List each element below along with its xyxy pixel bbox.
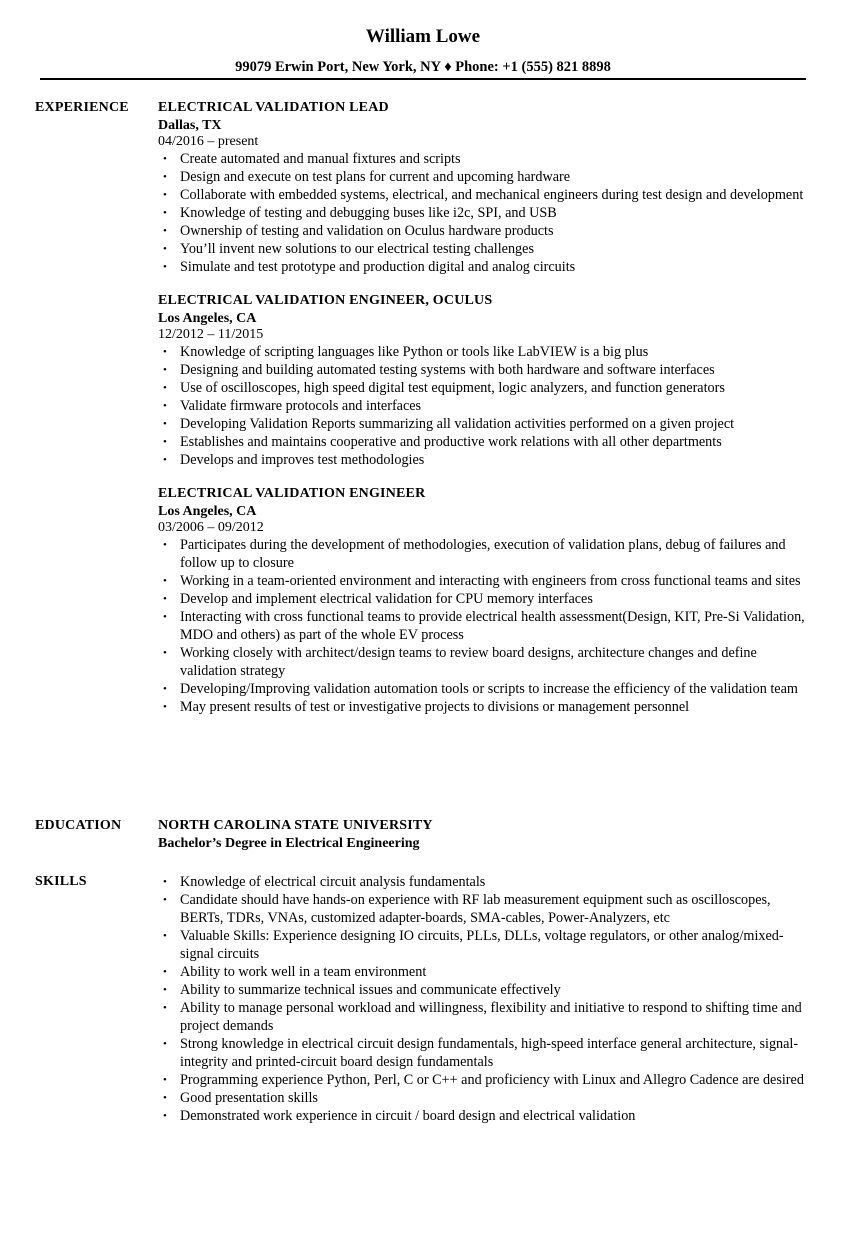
- skills-list: [158, 873, 808, 1125]
- bullet-icon: •: [163, 1092, 167, 1104]
- bullet-text: Participates during the development of methodologies, execution of validation plans, debug of failures and follow up to closure: [180, 537, 786, 571]
- bullet-icon: •: [163, 593, 167, 605]
- bullet-icon: •: [163, 171, 167, 183]
- bullet-item: [158, 536, 808, 572]
- bullet-item: [158, 361, 808, 379]
- job-bullets: [158, 343, 808, 469]
- bullet-item: [158, 258, 808, 276]
- skill-item: [158, 1089, 808, 1107]
- skill-item: [158, 981, 808, 999]
- bullet-icon: •: [163, 1038, 167, 1050]
- bullet-text: Collaborate with embedded systems, electrical, and mechanical engineers during test design and development: [180, 187, 804, 203]
- job-location: Los Angeles, CA: [158, 504, 257, 519]
- experience-jobs: [158, 99, 808, 732]
- bullet-icon: •: [163, 261, 167, 273]
- job-dates: 03/2006 – 09/2012: [158, 520, 264, 535]
- skill-item: [158, 1035, 808, 1071]
- bullet-text: Validate firmware protocols and interfaces: [180, 398, 422, 414]
- skill-text: Strong knowledge in electrical circuit design fundamentals, high-speed interface general architecture, signal-integrity and printed-circuit board design fundamentals: [180, 1036, 799, 1070]
- job-bullets: [158, 536, 808, 716]
- skill-item: [158, 873, 808, 891]
- bullet-text: Use of oscilloscopes, high speed digital test equipment, logic analyzers, and function generators: [180, 380, 725, 396]
- bullet-text: Developing Validation Reports summarizing all validation activities performed on a given project: [180, 416, 735, 432]
- bullet-item: [158, 204, 808, 222]
- skill-text: Ability to manage personal workload and willingness, flexibility and initiative to respond to shifting time and project demands: [180, 1000, 802, 1034]
- bullet-item: [158, 451, 808, 469]
- job-title: ELECTRICAL VALIDATION LEAD: [158, 100, 389, 115]
- bullet-icon: •: [163, 575, 167, 587]
- bullet-icon: •: [163, 207, 167, 219]
- job-entry: [158, 99, 808, 276]
- skill-text: Candidate should have hands-on experience with RF lab measurement equipment such as oscilloscopes, BERTs, TDRs, VNAs, customized adapter-boards, SMA-cables, Power-Analyzers, etc: [180, 892, 771, 926]
- bullet-text: You’ll invent new solutions to our electrical testing challenges: [180, 241, 534, 257]
- bullet-item: [158, 698, 808, 716]
- contact-line: 99079 Erwin Port, New York, NY ♦ Phone: +1 (555) 821 8898: [235, 59, 611, 75]
- bullet-text: Develop and implement electrical validation for CPU memory interfaces: [180, 591, 593, 607]
- bullet-item: [158, 433, 808, 451]
- bullet-icon: •: [163, 400, 167, 412]
- skill-item: [158, 891, 808, 927]
- job-dates: 04/2016 – present: [158, 134, 259, 149]
- bullet-icon: •: [163, 153, 167, 165]
- bullet-item: [158, 644, 808, 680]
- job-entry: [158, 292, 808, 469]
- skill-text: Programming experience Python, Perl, C or C++ and proficiency with Linux and Allegro Cadence are desired: [180, 1072, 804, 1088]
- section-label-skills: SKILLS: [35, 874, 87, 889]
- bullet-item: [158, 240, 808, 258]
- bullet-text: Developing/Improving validation automation tools or scripts to increase the efficiency of the validation team: [180, 681, 798, 697]
- skill-item: [158, 927, 808, 963]
- bullet-icon: •: [163, 683, 167, 695]
- job-location: Dallas, TX: [158, 118, 222, 133]
- bullet-icon: •: [163, 1002, 167, 1014]
- job-dates: 12/2012 – 11/2015: [158, 327, 264, 342]
- bullet-icon: •: [163, 539, 167, 551]
- bullet-icon: •: [163, 418, 167, 430]
- candidate-name: William Lowe: [365, 26, 481, 47]
- bullet-icon: •: [163, 930, 167, 942]
- bullet-icon: •: [163, 701, 167, 713]
- skill-text: Good presentation skills: [180, 1090, 318, 1106]
- job-entry: [158, 485, 808, 716]
- bullet-text: Knowledge of scripting languages like Python or tools like LabVIEW is a big plus: [180, 344, 649, 360]
- bullet-item: [158, 397, 808, 415]
- bullet-text: Simulate and test prototype and production digital and analog circuits: [180, 259, 576, 275]
- job-location: Los Angeles, CA: [158, 311, 257, 326]
- bullet-text: Ownership of testing and validation on Oculus hardware products: [180, 223, 554, 239]
- skills-list-wrap: [158, 873, 808, 1125]
- skill-item: [158, 999, 808, 1035]
- bullet-icon: •: [163, 611, 167, 623]
- skill-text: Ability to work well in a team environment: [180, 964, 427, 980]
- bullet-text: Create automated and manual fixtures and scripts: [180, 151, 461, 167]
- degree-name: Bachelor’s Degree in Electrical Engineering: [158, 836, 420, 851]
- bullet-item: [158, 150, 808, 168]
- bullet-icon: •: [163, 454, 167, 466]
- bullet-text: May present results of test or investigative projects to divisions or management personnel: [180, 699, 690, 715]
- bullet-item: [158, 168, 808, 186]
- section-label-experience: EXPERIENCE: [35, 100, 129, 115]
- header-divider: [40, 78, 806, 80]
- bullet-text: Designing and building automated testing systems with both hardware and software interfaces: [180, 362, 715, 378]
- job-title: ELECTRICAL VALIDATION ENGINEER: [158, 486, 426, 501]
- job-title: ELECTRICAL VALIDATION ENGINEER, OCULUS: [158, 293, 493, 308]
- skill-text: Ability to summarize technical issues and communicate effectively: [180, 982, 561, 998]
- bullet-icon: •: [163, 436, 167, 448]
- bullet-item: [158, 379, 808, 397]
- bullet-text: Develops and improves test methodologies: [180, 452, 425, 468]
- bullet-icon: •: [163, 225, 167, 237]
- skill-text: Demonstrated work experience in circuit / board design and electrical validation: [180, 1108, 636, 1124]
- bullet-item: [158, 222, 808, 240]
- skill-text: Knowledge of electrical circuit analysis fundamentals: [180, 874, 486, 890]
- bullet-icon: •: [163, 243, 167, 255]
- bullet-text: Working in a team-oriented environment and interacting with engineers from cross functional teams and sites: [180, 573, 801, 589]
- bullet-icon: •: [163, 966, 167, 978]
- bullet-text: Working closely with architect/design teams to review board designs, architecture changes and define validation strategy: [180, 645, 757, 679]
- skill-item: [158, 1107, 808, 1125]
- bullet-item: [158, 415, 808, 433]
- bullet-icon: •: [163, 876, 167, 888]
- bullet-item: [158, 608, 808, 644]
- bullet-icon: •: [163, 894, 167, 906]
- bullet-icon: •: [163, 382, 167, 394]
- bullet-item: [158, 590, 808, 608]
- bullet-text: Interacting with cross functional teams to provide electrical health assessment(Design, KIT, Pre-Si Validation, MDO and others) as part of the whole EV process: [180, 609, 805, 643]
- bullet-icon: •: [163, 364, 167, 376]
- bullet-item: [158, 680, 808, 698]
- bullet-icon: •: [163, 647, 167, 659]
- bullet-item: [158, 186, 808, 204]
- education-entry: [158, 817, 808, 853]
- skill-text: Valuable Skills: Experience designing IO circuits, PLLs, DLLs, voltage regulators, or other analog/mixed-signal circuits: [180, 928, 784, 962]
- skill-item: [158, 1071, 808, 1089]
- bullet-text: Establishes and maintains cooperative and productive work relations with all other departments: [180, 434, 722, 450]
- bullet-item: [158, 343, 808, 361]
- school-name: NORTH CAROLINA STATE UNIVERSITY: [158, 818, 433, 833]
- bullet-icon: •: [163, 346, 167, 358]
- bullet-icon: •: [163, 984, 167, 996]
- bullet-text: Knowledge of testing and debugging buses like i2c, SPI, and USB: [180, 205, 557, 221]
- bullet-item: [158, 572, 808, 590]
- bullet-text: Design and execute on test plans for current and upcoming hardware: [180, 169, 571, 185]
- bullet-icon: •: [163, 1074, 167, 1086]
- job-bullets: [158, 150, 808, 276]
- bullet-icon: •: [163, 1110, 167, 1122]
- skill-item: [158, 963, 808, 981]
- section-label-education: EDUCATION: [35, 818, 122, 833]
- bullet-icon: •: [163, 189, 167, 201]
